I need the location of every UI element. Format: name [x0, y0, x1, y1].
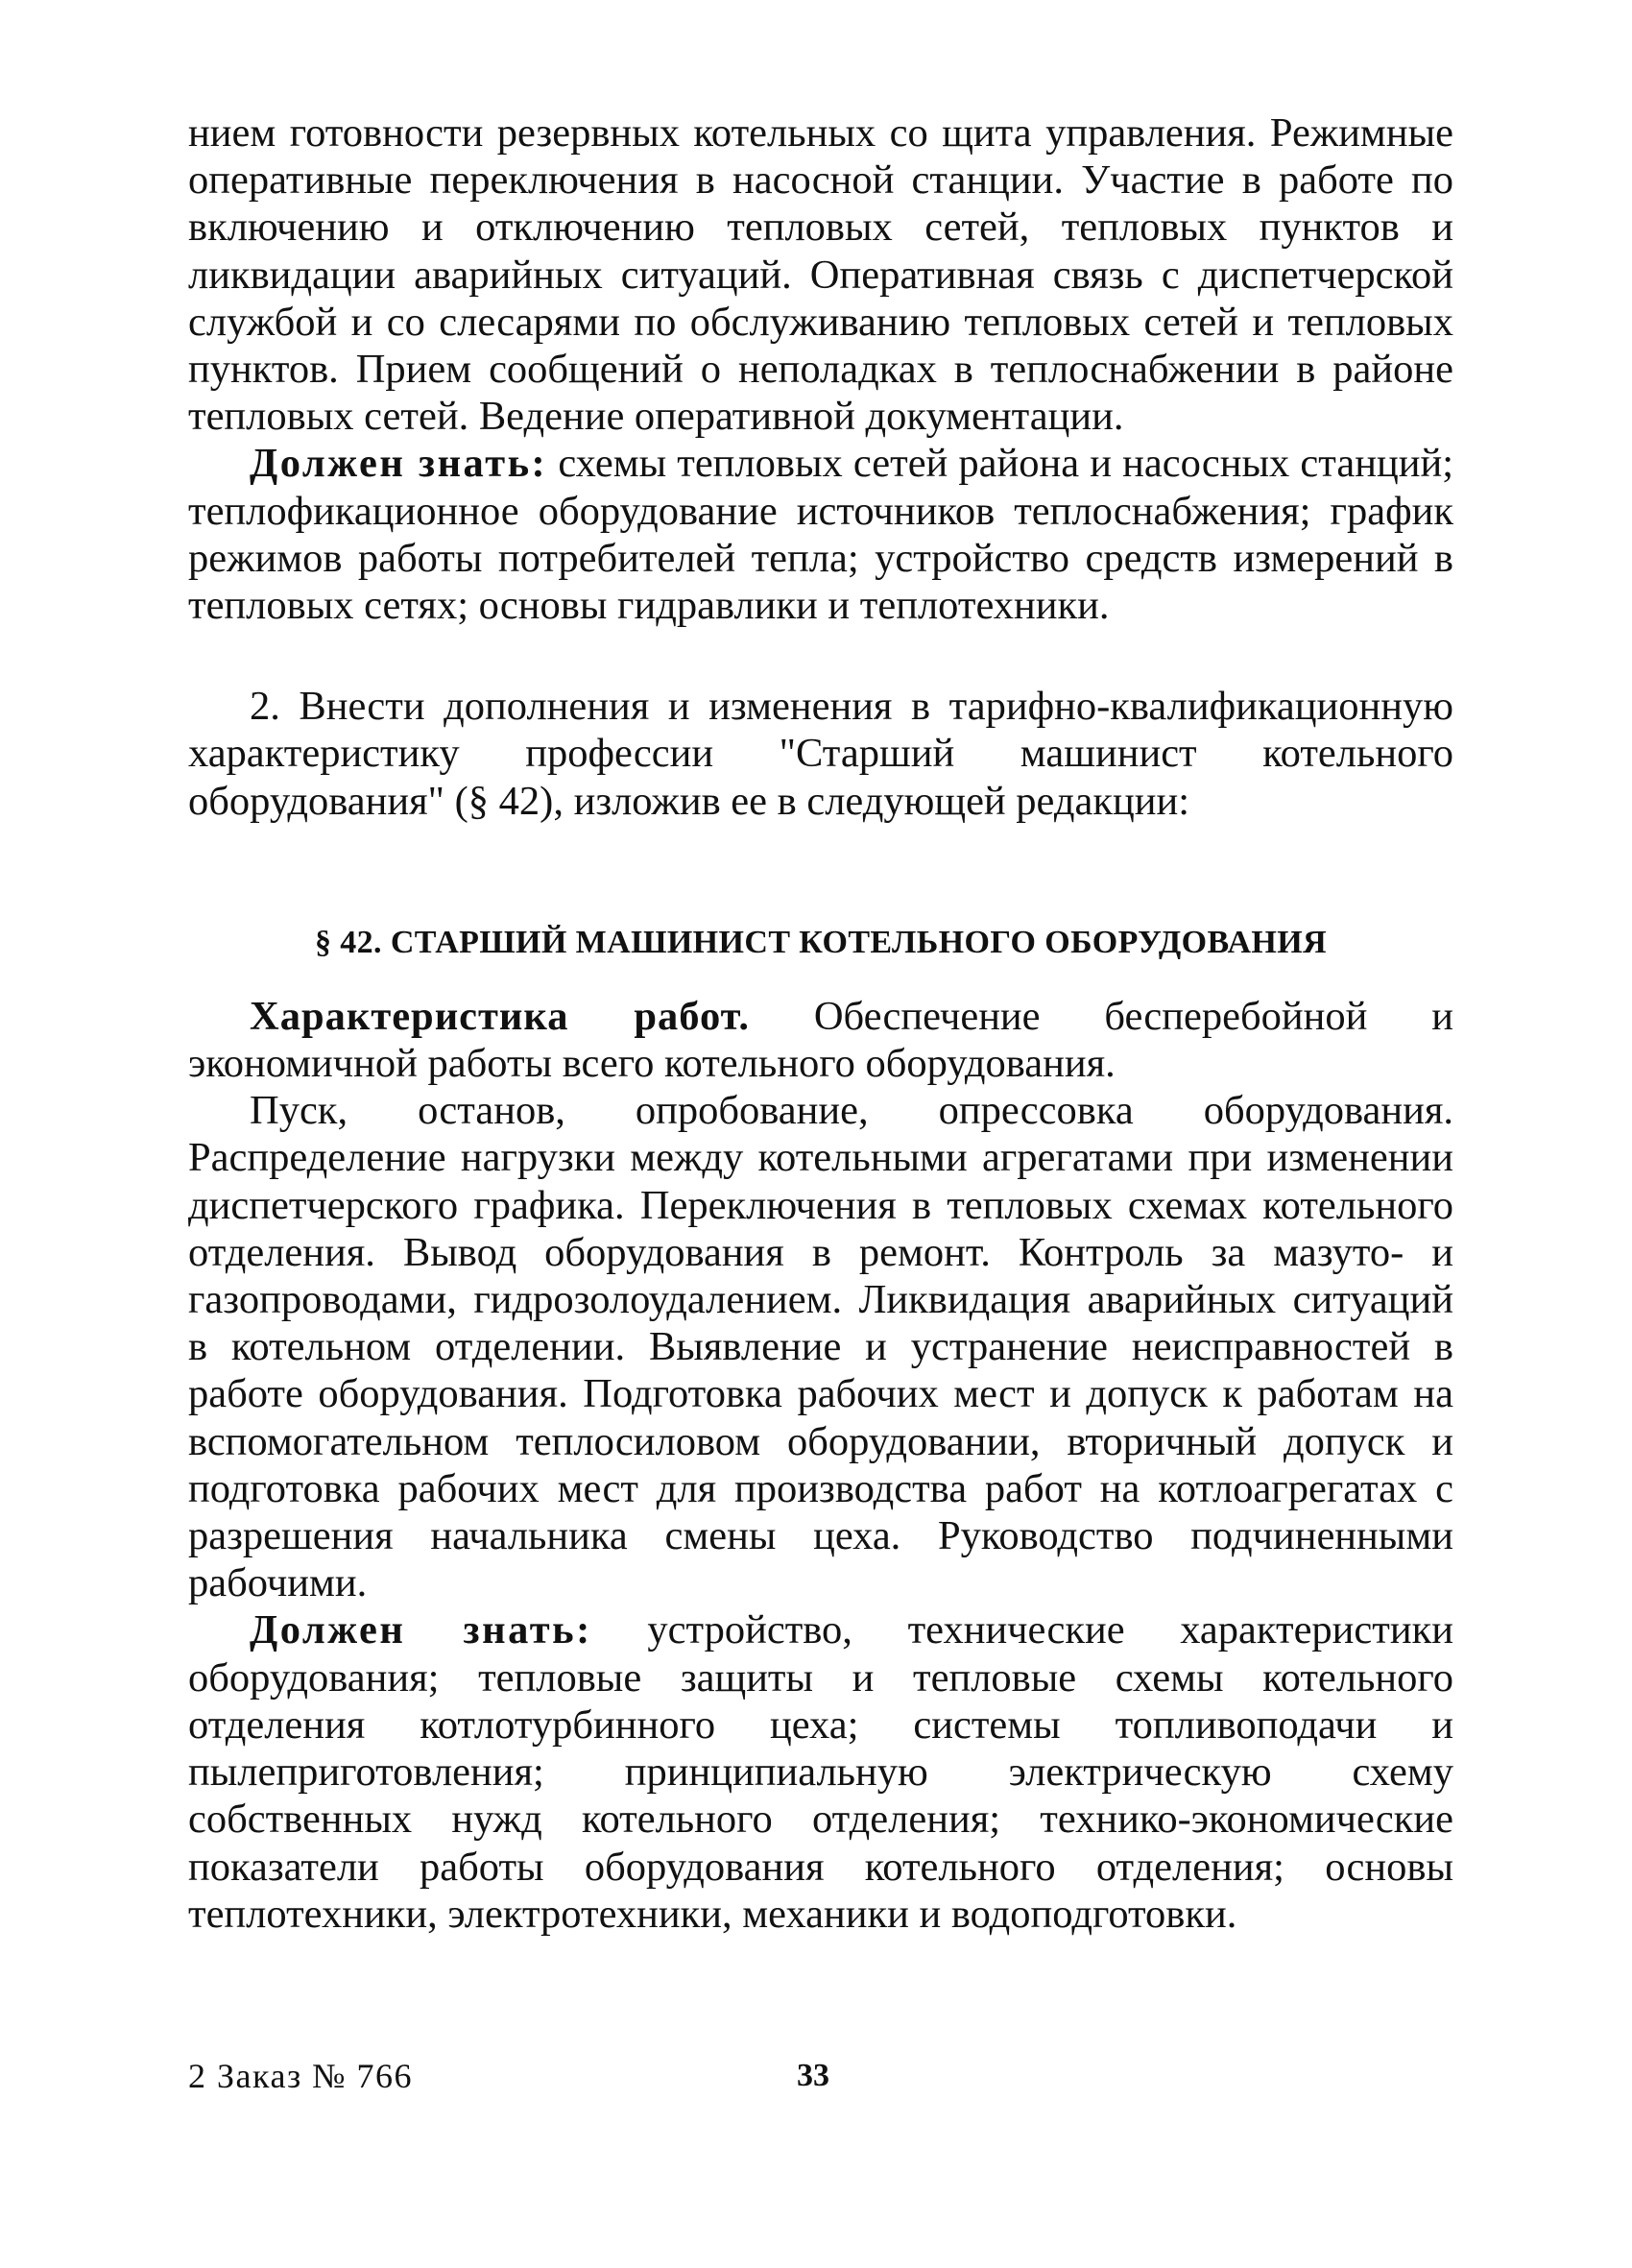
duties-paragraph: Пуск, останов, опробование, опрессовка оборудования. Распределение нагрузки между котельными агрегатами при изменении диспетчерского графика. Переключения в тепловых схемах котельного отделения. Вывод оборудования в ремонт. Контроль за мазуто- и газопроводами, гидрозолоудалением. Ликвидация аварийных ситуаций в котельном отделении. Выявление и устранение неисправностей в работе оборудования. Подготовка рабочих мест и допуск к работам на вспомогательном теплосиловом оборудовании, вторичный допуск и подготовка рабочих мест для производства работ на котлоагрегатах с разрешения начальника смены цеха. Руководство подчиненными рабочими. [188, 1088, 1453, 1606]
must-know-paragraph-1 [188, 440, 1453, 629]
item-2-paragraph: 2. Внести дополнения и изменения в тарифно-квалификационную характеристику профессии "Старший машинист котельного оборудования" (§ 42), изложив ее в следующей редакции: [188, 684, 1453, 824]
work-characteristics-text: Обеспечение бесперебойной и экономичной работы всего котельного оборудования. [188, 993, 1453, 1087]
work-characteristics-label: Характеристика работ. [250, 993, 750, 1039]
page-number: 33 [797, 2058, 829, 2093]
must-know-paragraph-2 [188, 1606, 1453, 1937]
spacer [188, 629, 1453, 683]
must-know-label: Должен знать: [250, 441, 548, 487]
spacer [188, 966, 1453, 993]
must-know-text: устройство, технические характеристики оборудования; тепловые защиты и тепловые схемы котельного отделения котлотурбинного цеха; системы топливоподачи и пылеприготовления; принципиальную электрическую схему собственных нужд котельного отделения; технико-экономические показатели работы оборудования котельного отделения; основы теплотехники, электротехники, механики и водоподготовки. [188, 1607, 1453, 1937]
must-know-text: схемы тепловых сетей района и насосных станций; теплофикационное оборудование источников теплоснабжения; график режимов работы потребителей тепла; устройство средств измерений в тепловых сетях; основы гидравлики и теплотехники. [188, 441, 1453, 629]
must-know-label: Должен знать: [250, 1607, 592, 1653]
intro-paragraph: нием готовности резервных котельных со щита управления. Режимные оперативные переключения в насосной станции. Участие в работе по включению и отключению тепловых сетей, тепловых пунктов и ликвидации аварийных ситуаций. Оперативная связь с диспетчерской службой и со слесарями по обслуживанию тепловых сетей и тепловых пунктов. Прием сообщений о неполадках в теплоснабжении в районе тепловых сетей. Ведение оперативной документации. [188, 110, 1453, 440]
work-characteristics-paragraph [188, 993, 1453, 1087]
section-heading: § 42. СТАРШИЙ МАШИНИСТ КОТЕЛЬНОГО ОБОРУДОВАНИЯ [314, 924, 1328, 960]
footer-order-mark: 2 Заказ № 766 [188, 2057, 414, 2095]
spacer [188, 825, 1453, 919]
text-column [188, 109, 1453, 1938]
